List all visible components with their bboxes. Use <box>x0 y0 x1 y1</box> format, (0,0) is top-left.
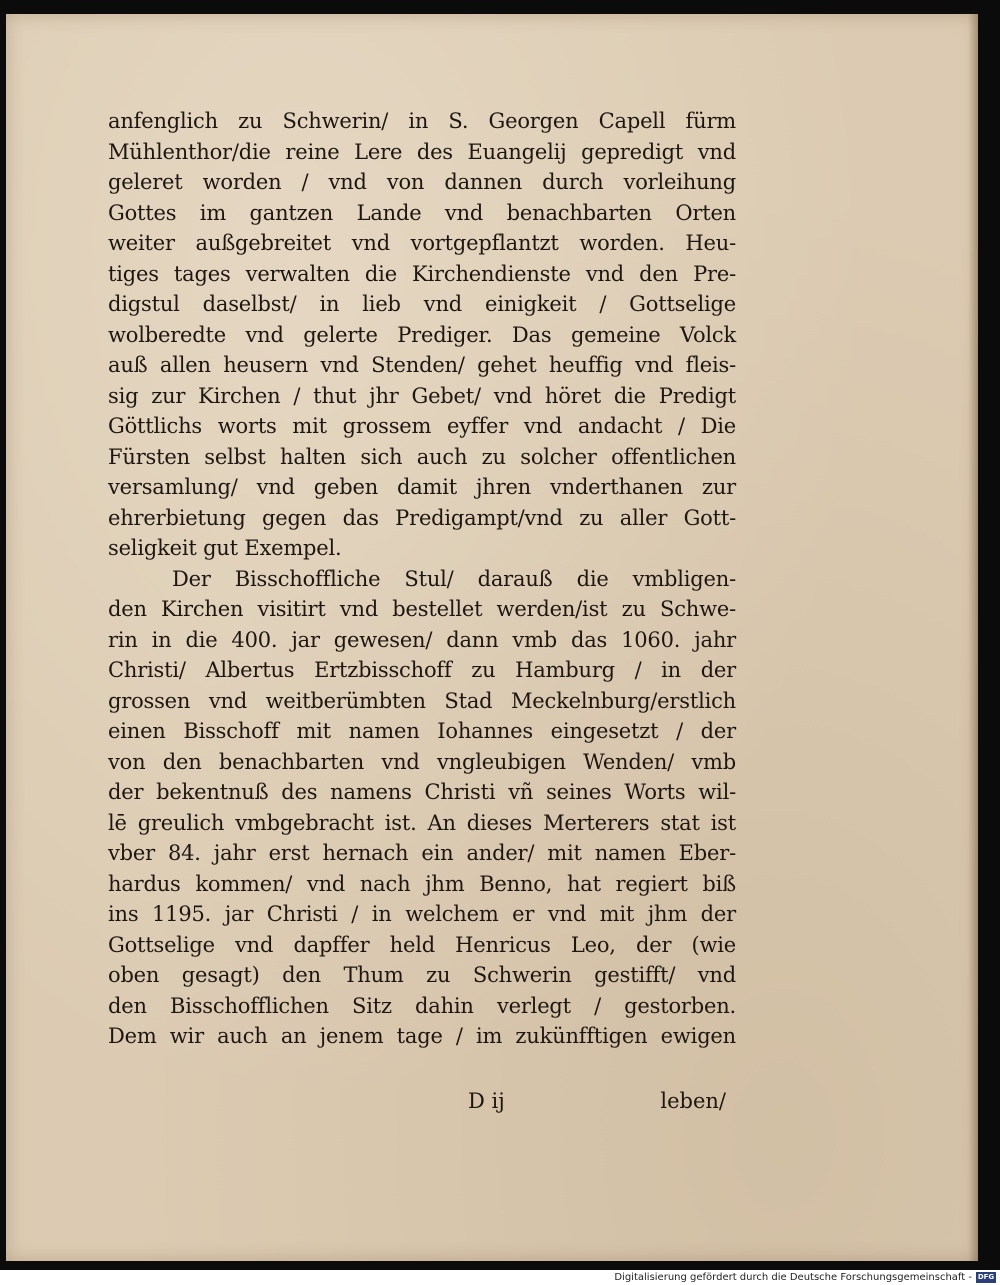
digitization-footer <box>0 1270 1000 1285</box>
text-line-10: sig zur Kirchen / thut jhr Gebet/ vnd höret die Predigt <box>108 383 736 408</box>
text-line-19: Christi/ Albertus Ertzbisschoff zu Hamburg / in der <box>108 658 736 682</box>
text-line-2: Mühlenthor/die reine Lere des Euangelij gepredigt vnd <box>108 139 736 164</box>
text-line-30: den Bisschofflichen Sitz dahin verlegt / gestorben. <box>108 993 736 1018</box>
text-line-23: der bekentnuß des namens Christi vñ seines Worts wil- <box>108 780 736 804</box>
text-line-13: versamlung/ vnd geben damit jhren vnderthanen zur <box>108 475 736 499</box>
signature-line <box>108 1086 736 1116</box>
text-line-17: den Kirchen visitirt vnd bestellet werden/ist zu Schwe- <box>108 597 736 621</box>
text-line-14: ehrerbietung gegen das Predigampt/vnd zu aller Gott- <box>108 505 736 530</box>
text-line-29: oben gesagt) den Thum zu Schwerin gestifft/ vnd <box>108 963 736 987</box>
text-line-7: digstul daselbst/ in lieb vnd einigkeit / Gottselige <box>108 292 736 316</box>
text-line-20: grossen vnd weitberümbten Stad Meckelnburg/erstlich <box>108 688 736 713</box>
text-line-24: lē greulich vmbgebracht ist. An dieses Merterers stat ist <box>108 810 736 835</box>
text-line-1: anfenglich zu Schwerin/ in S. Georgen Capell fürm <box>108 109 736 133</box>
text-line-15: seligkeit gut Exempel. <box>108 536 342 560</box>
text-line-16: Der Bisschoffliche Stul/ darauß die vmbligen- <box>172 566 736 591</box>
text-line-18: rin in die 400. jar gewesen/ dann vmb das 1060. jahr <box>108 627 736 652</box>
page-text-block <box>108 106 736 1052</box>
text-line-25: vber 84. jahr erst hernach ein ander/ mit namen Eber- <box>108 841 736 865</box>
footer-credit-text: Digitalisierung gefördert durch die Deutsche Forschungsgemeinschaft - <box>614 1272 972 1283</box>
signature-mark: D ij <box>468 1089 505 1113</box>
text-line-6: tiges tages verwalten die Kirchendienste vnd den Pre- <box>108 261 736 286</box>
text-line-21: einen Bisschoff mit namen Iohannes eingesetzt / der <box>108 719 736 743</box>
text-line-8: wolberedte vnd gelerte Prediger. Das gemeine Volck <box>108 322 736 347</box>
catchword: leben/ <box>660 1089 726 1113</box>
text-line-22: von den benachbarten vnd vngleubigen Wenden/ vmb <box>108 749 736 774</box>
text-line-5: weiter außgebreitet vnd vortgepflantzt worden. Heu- <box>108 231 736 255</box>
text-line-4: Gottes im gantzen Lande vnd benachbarten Orten <box>108 200 736 225</box>
text-line-3: geleret worden / vnd von dannen durch vorleihung <box>108 170 736 194</box>
text-line-12: Fürsten selbst halten sich auch zu solcher offentlichen <box>108 444 736 469</box>
text-line-27: ins 1195. jar Christi / in welchem er vnd mit jhm der <box>108 902 736 926</box>
text-line-11: Göttlichs worts mit grossem eyffer vnd andacht / Die <box>108 414 736 438</box>
text-line-9: auß allen heusern vnd Stenden/ gehet heuffig vnd fleis- <box>108 353 736 377</box>
page-edge-shadow <box>968 14 978 1261</box>
text-line-31: Dem wir auch an jenem tage / im zukünfftigen ewigen <box>108 1024 736 1048</box>
text-line-26: hardus kommen/ vnd nach jhm Benno, hat regiert biß <box>108 871 736 896</box>
text-line-28: Gottselige vnd dapffer held Henricus Leo, der (wie <box>108 932 736 957</box>
dfg-logo: DFG <box>977 1273 995 1281</box>
